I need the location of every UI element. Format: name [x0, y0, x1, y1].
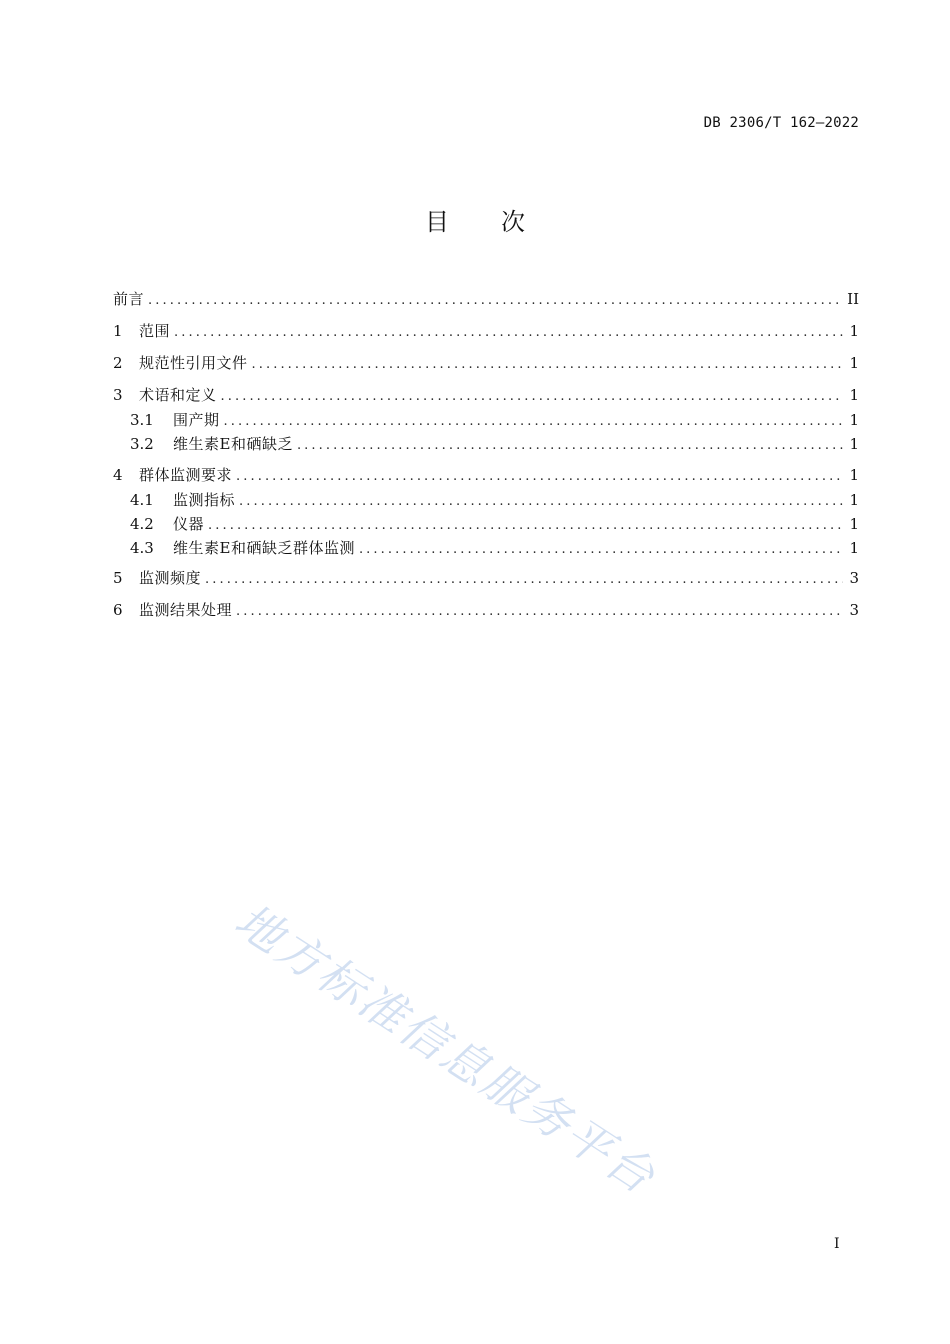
toc-dot-leader: [297, 435, 843, 457]
toc-dot-leader: [221, 386, 843, 408]
toc-dot-leader: [359, 539, 843, 561]
toc-entry-page: 3: [849, 601, 859, 619]
toc-entry-label: 围产期: [173, 411, 220, 429]
toc-dot-leader: [208, 515, 843, 537]
toc-entry-label: 监测指标: [173, 491, 236, 509]
toc-entry-label: 规范性引用文件: [139, 354, 248, 372]
toc-entry-6[interactable]: [113, 599, 859, 621]
toc-dot-leader: [174, 322, 843, 344]
document-id: DB 2306/T 162—2022: [703, 115, 859, 131]
toc-entry-number: 5: [113, 569, 123, 587]
toc-dot-leader: [148, 290, 841, 312]
toc-dot-leader: [224, 411, 843, 433]
toc-entry-number: 6: [113, 601, 123, 619]
toc-entry-number: 4.2: [130, 515, 154, 533]
watermark-text: 地方标准信息服务平台: [225, 892, 667, 1206]
toc-entry-page: 1: [849, 411, 859, 429]
page-number: I: [834, 1236, 840, 1252]
toc-entry-number: 2: [113, 354, 123, 372]
toc-entry-4[interactable]: [113, 464, 859, 486]
toc-entry-2[interactable]: [113, 352, 859, 374]
toc-entry-5[interactable]: [113, 567, 859, 589]
toc-entry-page: 3: [849, 569, 859, 587]
toc-entry-page: 1: [849, 435, 859, 453]
toc-entry-4-3[interactable]: [130, 537, 859, 559]
toc-dot-leader: [236, 466, 843, 488]
toc-entry-label: 监测结果处理: [139, 601, 233, 619]
toc-entry-page: 1: [849, 466, 859, 484]
toc-entry-3-2[interactable]: [130, 433, 859, 455]
toc-entry-foreword[interactable]: [113, 288, 859, 310]
toc-dot-leader: [205, 569, 843, 591]
toc-dot-leader: [239, 491, 843, 513]
toc-entry-page: 1: [849, 515, 859, 533]
toc-entry-label: 维生素E和硒缺乏: [173, 435, 293, 453]
toc-dot-leader: [252, 354, 843, 376]
toc-entry-label: 群体监测要求: [139, 466, 233, 484]
toc-title-part1: 目: [425, 208, 449, 236]
toc-entry-number: 3.2: [130, 435, 154, 453]
toc-dot-leader: [236, 601, 843, 623]
toc-entry-4-1[interactable]: [130, 489, 859, 511]
toc-entry-number: 1: [113, 322, 123, 340]
toc-entry-page: 1: [849, 322, 859, 340]
toc-entry-page: 1: [849, 539, 859, 557]
toc-entry-label: 前言: [113, 290, 145, 308]
toc-title-part2: 次: [501, 208, 525, 236]
toc-entry-page: 1: [849, 491, 859, 509]
toc-entry-label: 术语和定义: [139, 386, 217, 404]
toc-entry-number: 3: [113, 386, 123, 404]
toc-entry-label: 维生素E和硒缺乏群体监测: [173, 539, 355, 557]
toc-entry-label: 仪器: [173, 515, 205, 533]
toc-entry-number: 3.1: [130, 411, 154, 429]
toc-entry-number: 4.3: [130, 539, 154, 557]
toc-entry-number: 4.1: [130, 491, 154, 509]
toc-entry-4-2[interactable]: [130, 513, 859, 535]
toc-entry-page: 1: [849, 386, 859, 404]
toc-entry-3-1[interactable]: [130, 409, 859, 431]
toc-entry-label: 范围: [139, 322, 171, 340]
toc-entry-1[interactable]: [113, 320, 859, 342]
toc-entry-page: II: [847, 290, 859, 308]
toc-entry-page: 1: [849, 354, 859, 372]
toc-entry-label: 监测频度: [139, 569, 202, 587]
toc-entry-3[interactable]: [113, 384, 859, 406]
toc-entry-number: 4: [113, 466, 123, 484]
